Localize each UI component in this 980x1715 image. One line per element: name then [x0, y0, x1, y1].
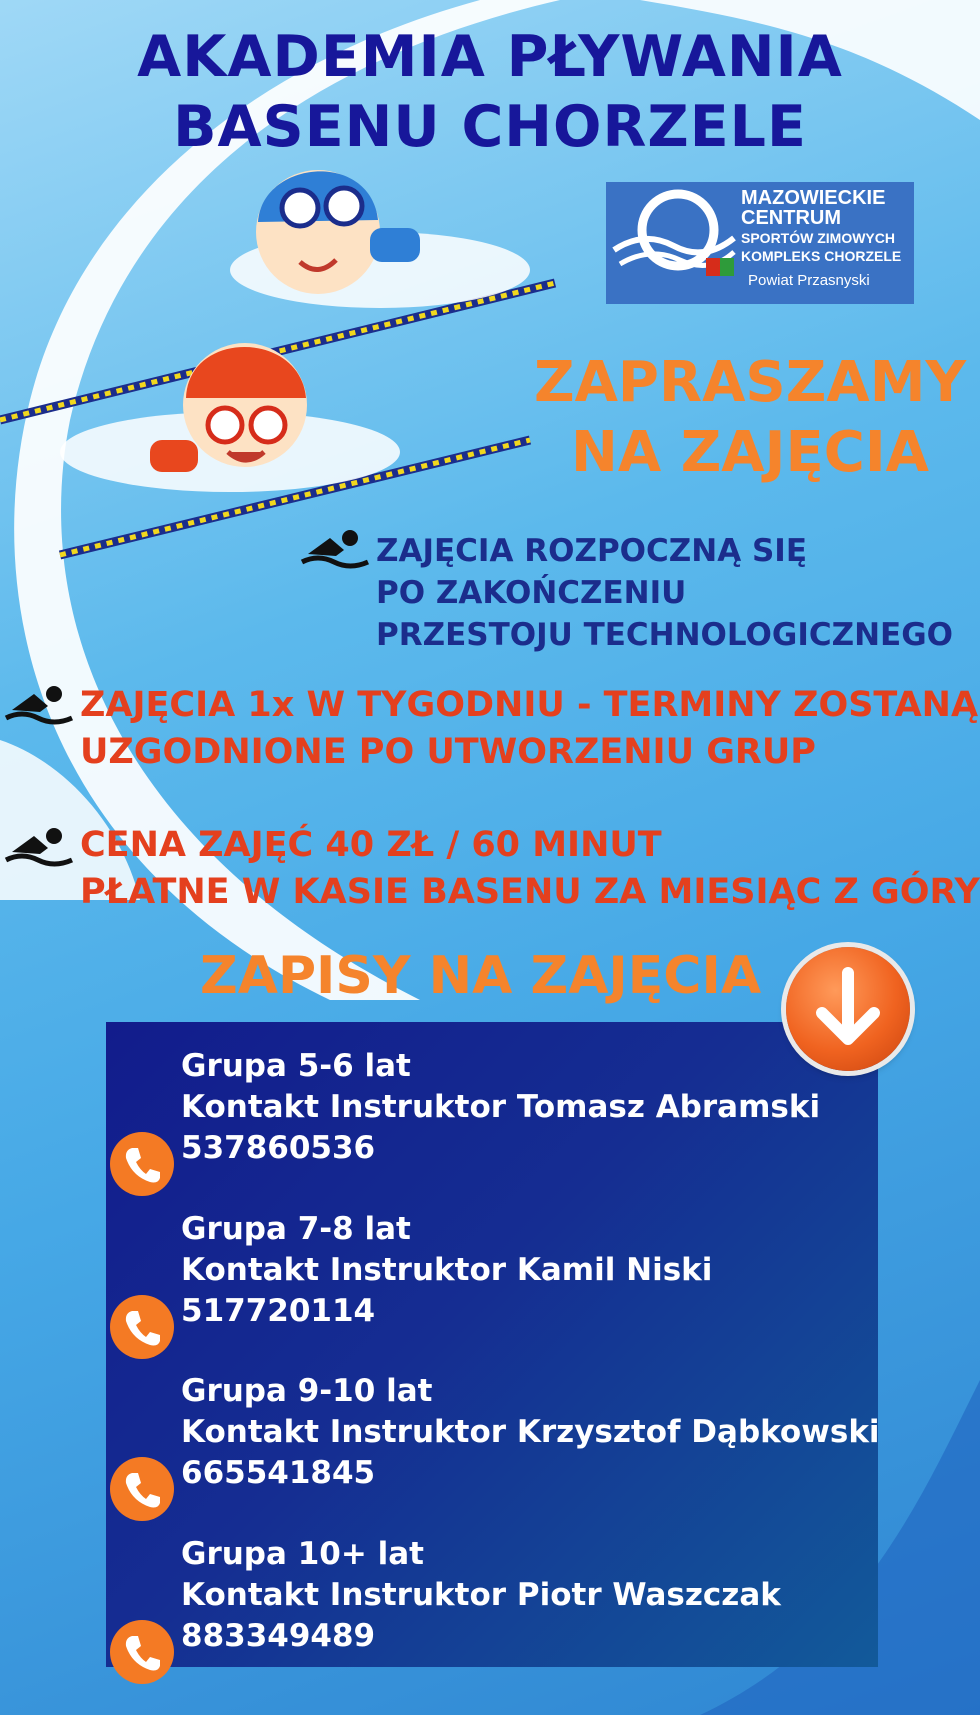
logo-line-3: SPORTÓW ZIMOWYCH [741, 230, 895, 246]
info-schedule-line-2: UZGODNIONE PO UTWORZENIU GRUP [80, 732, 816, 772]
group-phone[interactable]: 517720114 [181, 1293, 376, 1329]
logo-line-1: MAZOWIECKIE [741, 187, 886, 209]
group-contact: Kontakt Instruktor Tomasz Abramski [181, 1089, 821, 1125]
group-item [106, 1209, 878, 1349]
info-schedule [80, 682, 978, 776]
group-contact: Kontakt Instruktor Krzysztof Dąbkowski [181, 1414, 880, 1450]
phone-icon[interactable] [110, 1132, 174, 1196]
signup-heading: ZAPISY NA ZAJĘCIA [200, 946, 762, 1006]
group-item [106, 1046, 878, 1186]
group-name: Grupa 10+ lat [181, 1536, 424, 1572]
swimmer-kid-illustration-2 [60, 343, 400, 492]
group-name: Grupa 9-10 lat [181, 1373, 433, 1409]
phone-icon[interactable] [110, 1295, 174, 1359]
swimmer-kid-illustration [230, 170, 530, 308]
groups-panel [106, 1022, 878, 1667]
invite-line-1: ZAPRASZAMY [533, 350, 966, 415]
group-phone[interactable]: 665541845 [181, 1455, 376, 1491]
info-start [376, 530, 953, 656]
group-phone[interactable]: 537860536 [181, 1130, 376, 1166]
invite-heading [520, 348, 980, 488]
info-start-line-3: PRZESTOJU TECHNOLOGICZNEGO [376, 617, 954, 653]
info-schedule-line-1: ZAJĘCIA 1x W TYGODNIU - TERMINY ZOSTANĄ [80, 685, 979, 725]
group-name: Grupa 5-6 lat [181, 1048, 411, 1084]
group-contact: Kontakt Instruktor Piotr Waszczak [181, 1577, 781, 1613]
group-item [106, 1371, 878, 1511]
logo-line-5: Powiat Przasnyski [748, 272, 870, 289]
info-price-line-1: CENA ZAJĘĆ 40 ZŁ / 60 MINUT [80, 825, 662, 865]
logo-line-2: CENTRUM [741, 207, 841, 229]
info-start-line-1: ZAJĘCIA ROZPOCZNĄ SIĘ [376, 533, 808, 569]
swimmer-icon [300, 528, 370, 572]
phone-icon[interactable] [110, 1620, 174, 1684]
page-title [0, 22, 980, 162]
phone-icon[interactable] [110, 1457, 174, 1521]
group-contact: Kontakt Instruktor Kamil Niski [181, 1252, 713, 1288]
arrow-down-icon [786, 947, 910, 1071]
info-start-line-2: PO ZAKOŃCZENIU [376, 575, 687, 611]
arrow-down-button[interactable] [786, 947, 910, 1071]
title-line-1: AKADEMIA PŁYWANIA [137, 24, 843, 90]
invite-line-2: NA ZAJĘCIA [570, 420, 929, 485]
group-phone[interactable]: 883349489 [181, 1618, 376, 1654]
info-price [80, 822, 980, 916]
swimmer-icon [4, 826, 74, 870]
swimmer-logo-icon [610, 188, 736, 288]
info-price-line-2: PŁATNE W KASIE BASENU ZA MIESIĄC Z GÓRY [80, 872, 980, 912]
venue-logo [606, 182, 914, 304]
swimmer-icon [4, 684, 74, 728]
title-line-2: BASENU CHORZELE [173, 94, 807, 160]
logo-line-4: KOMPLEKS CHORZELE [741, 248, 902, 264]
group-item [106, 1534, 878, 1674]
group-name: Grupa 7-8 lat [181, 1211, 411, 1247]
